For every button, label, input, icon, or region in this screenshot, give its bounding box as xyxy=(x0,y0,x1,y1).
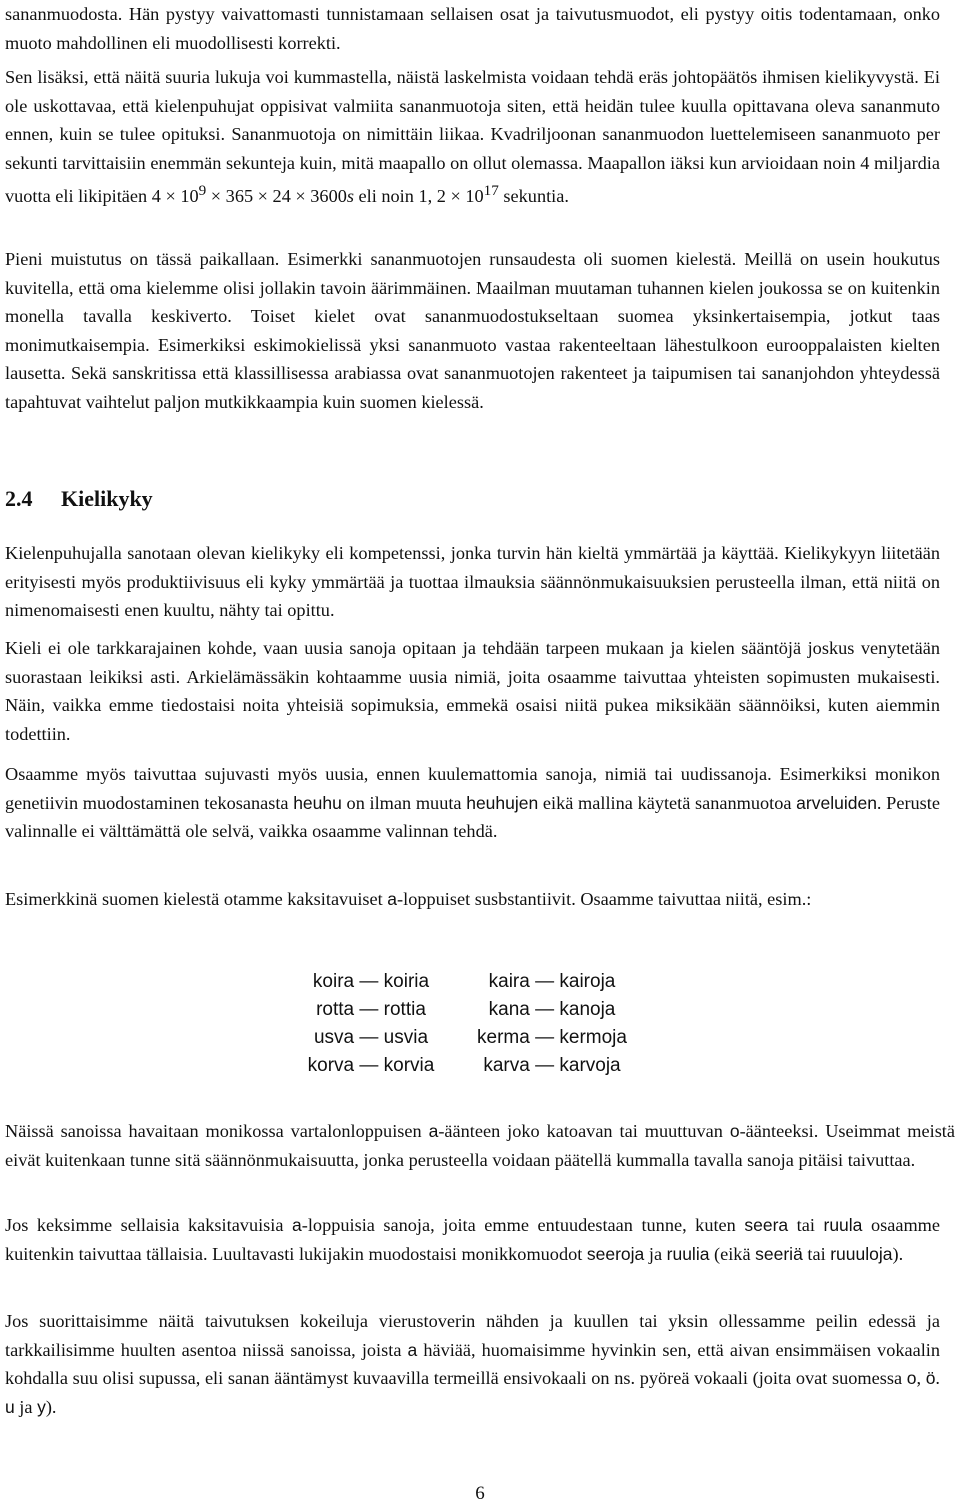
paragraph-new-words xyxy=(5,634,940,748)
paragraph-example-intro: Esimerkkinä suomen kielestä otamme kaksitavuiset a-loppuiset susbstantiivit. Osaamme taivuttaa niitä, esim.: xyxy=(5,889,812,909)
example-letter: a xyxy=(387,889,398,909)
example-letter: a xyxy=(428,1121,439,1141)
example-letter: y xyxy=(37,1396,46,1417)
table-cell: rotta — rottia xyxy=(316,999,426,1020)
math-expression: 1, $2 \times 10^{17}$ xyxy=(418,182,499,207)
table-cell: usva — usvia xyxy=(313,1027,429,1048)
example-word: heuhu xyxy=(293,792,342,813)
table-cell: korva — korvia xyxy=(307,1055,435,1076)
text-run: eli noin xyxy=(353,186,419,207)
page-number: 6 xyxy=(475,1483,485,1504)
text-run: Pieni muistutus on tässä paikallaan. Esimerkki sananmuotojen runsaudesta oli suomen kielestä. Meillä on usein houkutus kuvitella, että oma kielemme olisi jollakin tavoin äärimmäinen. Maailman muutaman tuhannen kielen joukossa se on kuitenkin monella tavalla keskiverto. Toiset kielet ovat sananmuodostukseltaan suomea yksinkertaisempia, jotkut taas monimutkaisempia. Esimerkiksi eskimokielissä yksi sananmuoto vastaa rakenteeltaan lähestulkoon eurooppalaisten kielten lausetta. Sekä sanskritissa että klassillisessa arabiassa ovat sananmuotojen rakenteet ja taipumisen tai sananjohdon yhteydessä tapahtuvat vaihtelut paljon mutkikkaampia kuin suomen kielessä. xyxy=(5,249,940,412)
paragraph-made-up-words: Jos keksimme sellaisia kaksitavuisia a-loppuisia sanoja, joita emme entuudestaan tunne, kuten seera tai ruula osaamme kuitenkin taivuttaa tällaisia. Luultavasti lukijakin muodostaisi monikkomuodot seeroja ja ruulia (eikä seeriä tai ruuuloja). xyxy=(5,1215,941,1264)
paragraph-reminder xyxy=(5,245,940,417)
section-title: Kielikyky xyxy=(61,486,153,511)
table-cell: kaira — kairoja xyxy=(488,971,616,992)
example-word: seera xyxy=(744,1215,789,1235)
example-letter: a xyxy=(407,1339,418,1360)
example-letter: o xyxy=(729,1121,740,1141)
paragraph-continuation xyxy=(5,0,940,57)
section-heading xyxy=(5,484,153,514)
table-cell: karva — karvoja xyxy=(483,1055,621,1076)
paragraph-word-counts xyxy=(5,63,940,211)
text-run: sekuntia. xyxy=(498,186,569,207)
text-line: todentamaan, onko muoto mahdollinen eli muodollisesti korrekti. xyxy=(5,4,941,53)
example-word: arveluiden xyxy=(796,792,877,813)
table-row xyxy=(290,1052,652,1080)
example-word: ruula xyxy=(823,1215,863,1235)
table-row xyxy=(290,996,652,1024)
table-cell: koira — koiria xyxy=(312,971,430,992)
table-row xyxy=(290,968,652,996)
example-word: seeroja xyxy=(586,1243,645,1264)
example-letter: ö xyxy=(925,1368,936,1389)
table-row xyxy=(290,1024,652,1052)
paragraph-inflection: Osaamme myös taivuttaa sujuvasti myös uusia, ennen kuulemattomia sanoja, nimiä tai uudissanoja. Esimerkiksi monikon genetiivin muodostaminen tekosanasta heuhu on ilman muuta heuhujen eikä mallina käytetä sananmuotoa arveluiden. Peruste valinnalle ei välttämättä ole selvä, vaikka osaamme valinnan tehdä. xyxy=(5,764,940,842)
example-word: ruulia xyxy=(666,1243,710,1264)
text-run: Kieli ei ole tarkkarajainen kohde, vaan uusia sanoja opitaan ja tehdään tarpeen mukaan ja kielen sääntöjä joskus venytetään suorastaan leikiksi asti. Arkielämässäkin kohtaamme uusia nimiä, joita osaamme taivuttaa yhteisten sopimusten mukaisesti. Näin, vaikka emme tiedostaisi noita yhteisiä sopimuksia, emmekä osaisi niitä pukea miksikään säännöiksi, kuten aiemmin todettiin. xyxy=(5,638,940,744)
text-run: Sen lisäksi, että näitä suuria lukuja voi kummastella, näistä laskelmista voidaan tehdä eräs johtopäätös ihmisen kielikyvystä. Ei ole uskottavaa, että kielenpuhujat oppisivat valmiita sananmuotoja siten, että heidän tulee kuulla opittavana oleva sananmuto ennen, kuin se tulee opituksi. Sananmuotoja on nimittäin liikaa. Kvadriljoonan sananmuodon luettelemiseen sananmuoto per sekunti tarvittaisiin enemmän sekunteja kuin, mitä maapallo on ollut olemassa. Maapallon iäksi kun arvioidaan noin 4 miljardia vuotta eli likipitäen xyxy=(5,67,940,207)
paragraph-competence xyxy=(5,539,940,625)
example-letter: o xyxy=(906,1368,917,1389)
text-line: sananmuodosta. Hän pystyy vaivattomasti tunnistamaan sellaisen osat ja taivutusmuodot, eli pystyy oitis xyxy=(5,4,793,24)
example-letter: a xyxy=(292,1215,302,1235)
paragraph-lip-rounding: Jos suorittaisimme näitä taivutuksen kokeiluja vierustoverin nähden ja kuullen tai yksin ollessamme peilin edessä ja tarkkailisimme huulten asentoa niissä sanoissa, joista a häviää, huomaisimme hyvinkin sen, että aivan ensimmäisen vokaalin kohdalla suu olisi supussa, eli sanan ääntämyst kuvaavilla termeillä ensivokaali on ns. pyöreä vokaali (joita ovat suomessa o, ö. u ja y). xyxy=(5,1311,941,1417)
example-word: seeriä xyxy=(755,1243,803,1264)
example-word: ruuuloja xyxy=(830,1243,893,1264)
example-letter: u xyxy=(5,1396,15,1417)
section-number: 2.4 xyxy=(5,486,33,511)
table-cell: kana — kanoja xyxy=(488,999,616,1020)
example-word: heuhujen xyxy=(466,792,539,813)
paragraph-vowel-change: Näissä sanoissa havaitaan monikossa vartalonloppuisen a-äänteen joko katoavan tai muuttuvan o-äänteeksi. Useimmat meistä eivät kuitenkaan tunne sitä säännönmukaisuutta, jonka perusteella voidaan päätellä kummalla tavalla sanoja pitäisi taivuttaa. xyxy=(5,1121,955,1170)
text-run: Kielenpuhujalla sanotaan olevan kielikyky eli kompetenssi, jonka turvin hän kieltä ymmärtää ja käyttää. Kielikykyyn liitetään erityisesti myös produktiivisuus eli kyky ymmärtää ja tuottaa ilmauksia säännönmukaisuuksien perusteella ilman, että niitä on nimenomaisesti enen kuultu, nähty tai opittu. xyxy=(5,543,940,621)
math-expression: $4 \times 10^9 \times 365 \times 24 \times 3600s$ xyxy=(151,182,354,207)
word-table xyxy=(290,968,652,1080)
table-cell: kerma — kermoja xyxy=(477,1027,627,1048)
